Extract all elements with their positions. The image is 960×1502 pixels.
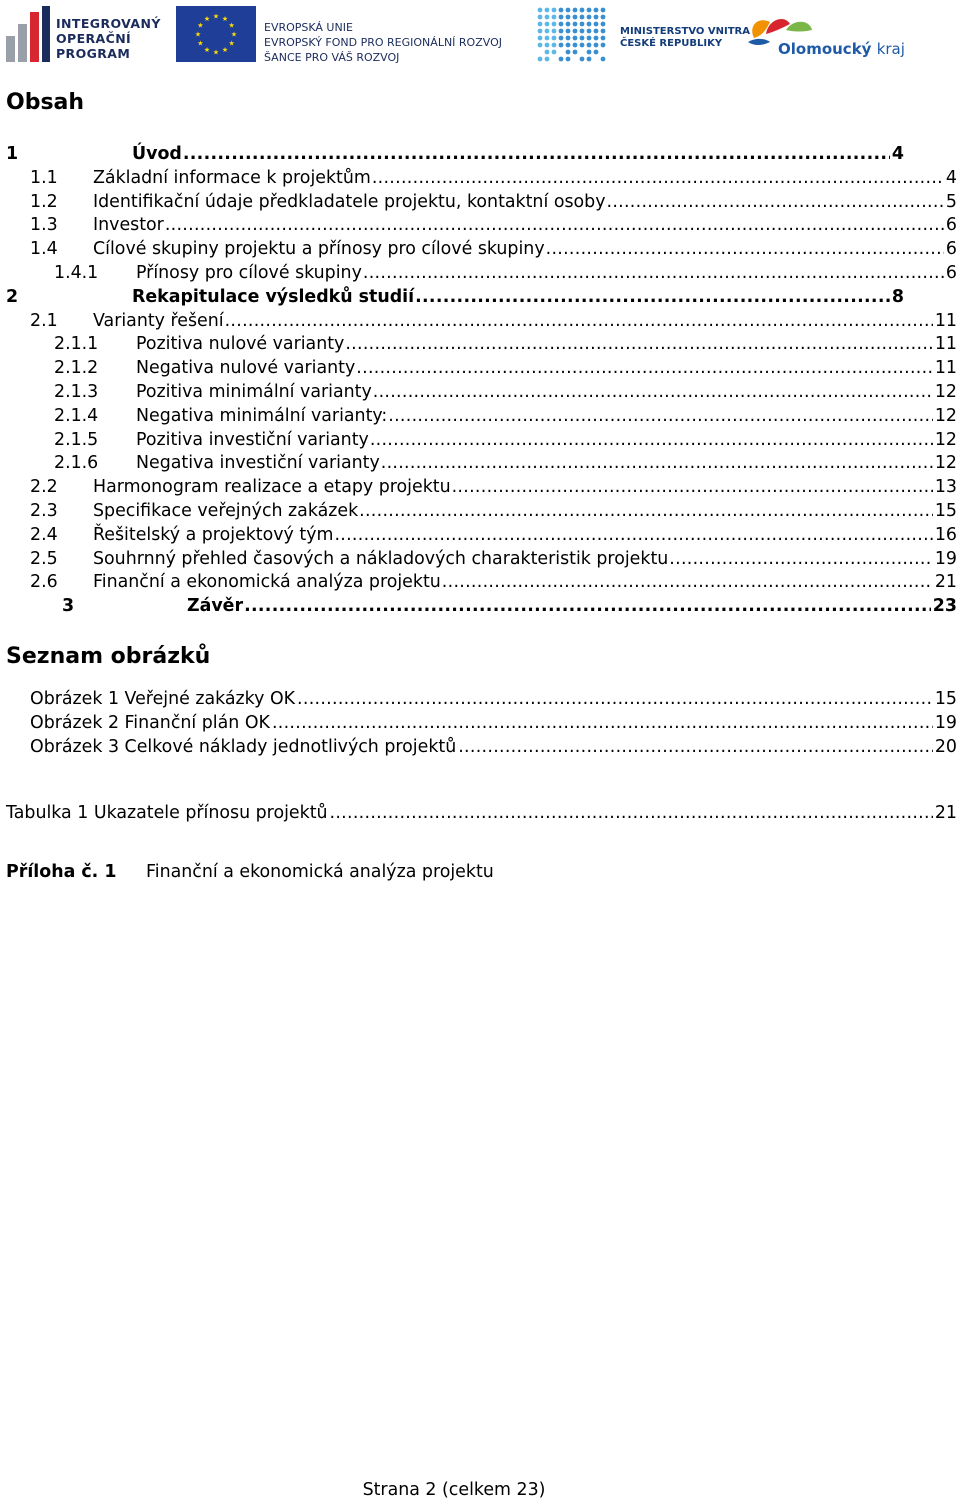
dot-leader	[452, 475, 933, 499]
dot-leader	[244, 594, 931, 618]
dot-leader	[297, 687, 933, 711]
mv-dot	[545, 50, 550, 55]
mv-dots-icon	[536, 6, 610, 64]
figure-page: 20	[934, 737, 957, 757]
eu-text: EVROPSKÁ UNIE EVROPSKÝ FOND PRO REGIONÁLNÍ ROZVOJ ŠANCE PRO VÁŠ ROZVOJ	[264, 21, 502, 64]
toc-entry[interactable]	[6, 285, 904, 309]
eu-star-icon: ★	[212, 12, 220, 21]
dot-leader	[330, 801, 933, 825]
toc-entry[interactable]	[54, 332, 957, 356]
mv-dot	[559, 43, 564, 48]
toc-entry-number: 1.1	[30, 167, 58, 188]
toc-entry-title: Pozitiva nulové varianty	[136, 334, 345, 355]
toc-entry-title: Cílové skupiny projektu a přínosy pro cílové skupiny	[93, 239, 545, 260]
toc-entry-title: Identifikační údaje předkladatele projektu, kontaktní osoby	[93, 191, 606, 212]
toc-entry-page: 19	[934, 548, 957, 569]
mv-dot	[545, 29, 550, 34]
toc-entry-page: 11	[934, 334, 957, 355]
toc-entry-title: Úvod	[132, 144, 182, 164]
mv-dot	[601, 8, 606, 13]
mv-dot	[552, 15, 557, 20]
toc-entry-page: 6	[945, 239, 957, 260]
mv-dot	[552, 22, 557, 27]
toc-entry-page: 4	[945, 167, 957, 188]
mv-dot	[559, 57, 564, 62]
mv-logo	[536, 6, 750, 64]
toc-entry-page: 12	[934, 453, 957, 474]
toc-entry[interactable]	[30, 190, 957, 214]
toc-entry-number: 2.4	[30, 524, 58, 545]
mv-dot	[538, 29, 543, 34]
toc-entry-title: Rekapitulace výsledků studií	[132, 286, 415, 307]
toc-entry[interactable]	[30, 166, 957, 190]
toc-entry-number: 2.3	[30, 501, 58, 521]
mv-dot	[566, 36, 571, 41]
dot-leader	[363, 261, 944, 285]
mv-dot	[580, 57, 585, 62]
toc-entry-number: 2.1.2	[54, 358, 99, 379]
mv-dot	[587, 29, 592, 34]
eu-flag-icon	[176, 6, 256, 62]
mv-dot	[552, 8, 557, 13]
dot-leader	[334, 523, 932, 547]
mv-dot	[552, 43, 557, 48]
mv-dot	[587, 22, 592, 27]
mv-dot	[545, 8, 550, 13]
toc-entry-title: Základní informace k projektům	[93, 167, 371, 188]
eu-star-icon: ★	[197, 21, 204, 30]
figure-entry[interactable]	[30, 711, 957, 735]
eu-star-icon: ★	[203, 46, 211, 55]
mv-dot	[538, 36, 543, 41]
mv-dot	[552, 36, 557, 41]
dot-leader	[442, 570, 933, 594]
mv-dot	[566, 15, 571, 20]
toc-entry-page: 6	[945, 263, 957, 283]
toc-entry[interactable]	[30, 547, 957, 571]
figure-title: Obrázek 1 Veřejné zakázky OK	[30, 689, 296, 709]
mv-dot	[587, 15, 592, 20]
figure-title: Obrázek 2 Finanční plán OK	[30, 713, 270, 733]
mv-dot	[559, 36, 564, 41]
appendix-entry[interactable]	[6, 860, 494, 884]
toc-entry-number: 2.1	[30, 310, 58, 331]
toc-entry[interactable]	[30, 523, 957, 547]
toc-entry[interactable]	[62, 594, 957, 618]
dot-leader	[546, 237, 944, 261]
mv-dot	[545, 36, 550, 41]
toc-entry[interactable]	[54, 356, 957, 380]
toc-entry[interactable]	[54, 451, 957, 475]
mv-dot	[573, 29, 578, 34]
figure-title: Obrázek 3 Celkové náklady jednotlivých projektů	[30, 737, 457, 757]
toc-entry[interactable]	[30, 237, 957, 261]
toc-entry[interactable]	[6, 142, 904, 166]
toc-entry-number: 2.1.6	[54, 453, 99, 474]
toc-entry-number: 2.1.3	[54, 382, 99, 402]
eu-star-icon: ★	[228, 39, 235, 48]
mv-dot	[573, 15, 578, 20]
toc-entry-title: Pozitiva investiční varianty	[136, 429, 369, 450]
dot-leader	[345, 332, 933, 356]
eu-star-icon: ★	[212, 48, 220, 57]
iop-text: INTEGROVANÝ OPERAČNÍ PROGRAM	[56, 16, 161, 61]
mv-dot	[552, 50, 557, 55]
toc-entry-number: 1	[6, 144, 19, 164]
mv-dot	[538, 57, 543, 62]
eu-star-icon: ★	[194, 30, 202, 39]
figure-page: 19	[934, 713, 957, 733]
mv-dot	[559, 29, 564, 34]
dot-leader	[607, 190, 944, 214]
mv-dot	[545, 15, 550, 20]
mv-dot	[573, 36, 578, 41]
toc-entry[interactable]	[30, 213, 957, 237]
toc-entry-number: 1.4.1	[54, 263, 99, 283]
dot-leader	[370, 428, 933, 452]
toc-entry-title: Specifikace veřejných zakázek	[93, 501, 359, 521]
toc-entry-number: 2.1.4	[54, 405, 99, 426]
mv-dot	[559, 22, 564, 27]
figures-heading: Seznam obrázků	[6, 644, 211, 669]
toc-entry-number: 2.5	[30, 548, 58, 569]
mv-dot	[566, 43, 571, 48]
header-logos	[0, 4, 960, 66]
mv-dot	[545, 57, 550, 62]
mv-dot	[587, 36, 592, 41]
mv-dot	[580, 8, 585, 13]
page-footer	[0, 1478, 908, 1502]
mv-dot	[573, 8, 578, 13]
toc-entry-page: 16	[934, 524, 957, 545]
figure-page: 15	[934, 689, 957, 709]
toc-entry[interactable]	[30, 475, 957, 499]
mv-dot	[580, 29, 585, 34]
mv-dot	[559, 15, 564, 20]
mv-dot	[594, 8, 599, 13]
toc-entry-number: 2.1.5	[54, 429, 99, 450]
mv-dot	[594, 22, 599, 27]
dot-leader	[225, 309, 933, 333]
toc-heading: Obsah	[6, 90, 85, 115]
toc-entry-number: 1.2	[30, 191, 58, 212]
dot-leader	[669, 547, 933, 571]
table-page: 21	[934, 803, 957, 823]
mv-dot	[538, 22, 543, 27]
dot-leader	[458, 735, 933, 759]
toc-entry-title: Řešitelský a projektový tým	[93, 524, 334, 545]
dot-leader	[165, 213, 944, 237]
mv-dot	[545, 22, 550, 27]
toc-entry-number: 1.3	[30, 215, 58, 236]
toc-entry[interactable]	[30, 309, 957, 333]
mv-dot	[587, 50, 592, 55]
toc-entry-page: 15	[934, 501, 957, 521]
toc-entry-page: 6	[945, 215, 957, 236]
dot-leader	[373, 380, 933, 404]
toc-entry-title: Negativa nulové varianty	[136, 358, 356, 379]
eu-logo	[176, 6, 506, 64]
figure-entry[interactable]	[30, 735, 957, 759]
toc-entry-page: 21	[934, 572, 957, 593]
toc-entry[interactable]	[30, 499, 957, 523]
mv-dot	[594, 29, 599, 34]
toc-entry-title: Pozitiva minimální varianty	[136, 382, 372, 402]
mv-dot	[601, 57, 606, 62]
mv-dot	[601, 36, 606, 41]
iop-logo	[6, 6, 161, 64]
mv-dot	[601, 22, 606, 27]
toc-entry-title: Harmonogram realizace a etapy projektu	[93, 477, 451, 498]
mv-dot	[566, 57, 571, 62]
dot-leader	[356, 356, 933, 380]
dot-leader	[272, 711, 933, 735]
olomoucky-kraj-logo	[744, 8, 904, 64]
dot-leader	[381, 451, 933, 475]
toc-entry-title: Varianty řešení	[93, 310, 224, 331]
mv-dot	[566, 29, 571, 34]
toc-entry-page: 12	[934, 429, 957, 450]
toc-entry-page: 11	[934, 310, 957, 331]
toc-entry[interactable]	[54, 404, 957, 428]
eu-star-icon: ★	[228, 21, 235, 30]
mv-dot	[587, 8, 592, 13]
toc-entry[interactable]	[54, 261, 957, 285]
dot-leader	[359, 499, 933, 523]
toc-entry[interactable]	[54, 428, 957, 452]
page-number: Strana 2 (celkem 23)	[362, 1480, 546, 1500]
mv-dot	[538, 43, 543, 48]
toc-entry-title: Přínosy pro cílové skupiny	[136, 263, 362, 283]
figure-entry[interactable]	[30, 687, 957, 711]
mv-dot	[573, 43, 578, 48]
eu-star-icon: ★	[221, 46, 229, 55]
mv-dot	[538, 15, 543, 20]
mv-dot	[566, 8, 571, 13]
toc-entry-title: Investor	[93, 215, 164, 236]
eu-star-icon: ★	[197, 39, 204, 48]
mv-dot	[601, 43, 606, 48]
mv-dot	[573, 22, 578, 27]
table-title: Tabulka 1 Ukazatele přínosu projektů	[6, 803, 328, 823]
toc-entry-page: 13	[934, 477, 957, 498]
toc-entry[interactable]	[54, 380, 957, 404]
dot-leader	[415, 285, 890, 309]
dot-leader	[388, 404, 933, 428]
mv-dot	[594, 15, 599, 20]
toc-entry-page: 4	[891, 144, 904, 164]
toc-entry-page: 23	[932, 596, 957, 617]
mv-dot	[552, 29, 557, 34]
mv-dot	[594, 50, 599, 55]
toc-entry-title: Finanční a ekonomická analýza projektu	[93, 572, 441, 593]
olomoucky-text: Olomoucký kraj	[778, 40, 905, 58]
toc-entry-title: Negativa investiční varianty	[136, 453, 380, 474]
iop-bars-icon	[6, 6, 50, 62]
toc-entry[interactable]	[30, 570, 957, 594]
mv-dot	[566, 50, 571, 55]
toc-entry-number: 1.4	[30, 239, 58, 260]
mv-dot	[580, 43, 585, 48]
mv-dot	[559, 8, 564, 13]
mv-dot	[594, 36, 599, 41]
toc-entry-number: 2.1.1	[54, 334, 99, 355]
toc-entry-page: 12	[934, 382, 957, 402]
appendix-title: Finanční a ekonomická analýza projektu	[146, 862, 494, 882]
mv-dot	[538, 8, 543, 13]
toc-entry-page: 5	[945, 191, 957, 212]
mv-dot	[573, 50, 578, 55]
toc-entry-title: Souhrnný přehled časových a nákladových charakteristik projektu	[93, 548, 669, 569]
eu-star-icon: ★	[203, 14, 211, 23]
mv-dot	[545, 43, 550, 48]
toc-entry-number: 2.2	[30, 477, 58, 498]
toc-entry-page: 8	[891, 286, 904, 307]
appendix-label: Příloha č. 1	[6, 862, 117, 882]
dot-leader	[183, 142, 890, 166]
toc-entry-page: 11	[934, 358, 957, 379]
toc-entry-number: 2.6	[30, 572, 58, 593]
toc-entry-number: 2	[6, 286, 19, 307]
eu-star-icon: ★	[230, 30, 238, 39]
toc-entry-title: Negativa minimální varianty:	[136, 405, 388, 426]
toc-entry-page: 12	[934, 405, 957, 426]
toc-entry-title: Závěr	[187, 596, 244, 617]
mv-dot	[594, 43, 599, 48]
mv-dot	[580, 22, 585, 27]
eu-star-icon: ★	[221, 14, 229, 23]
mv-dot	[566, 22, 571, 27]
toc-entry-number: 3	[62, 596, 75, 617]
mv-text: MINISTERSTVO VNITRA ČESKÉ REPUBLIKY	[620, 26, 750, 49]
table-entry[interactable]	[6, 801, 957, 825]
mv-dot	[587, 57, 592, 62]
mv-dot	[580, 36, 585, 41]
mv-dot	[601, 29, 606, 34]
mv-dot	[580, 15, 585, 20]
mv-dot	[587, 43, 592, 48]
dot-leader	[372, 166, 944, 190]
mv-dot	[601, 15, 606, 20]
